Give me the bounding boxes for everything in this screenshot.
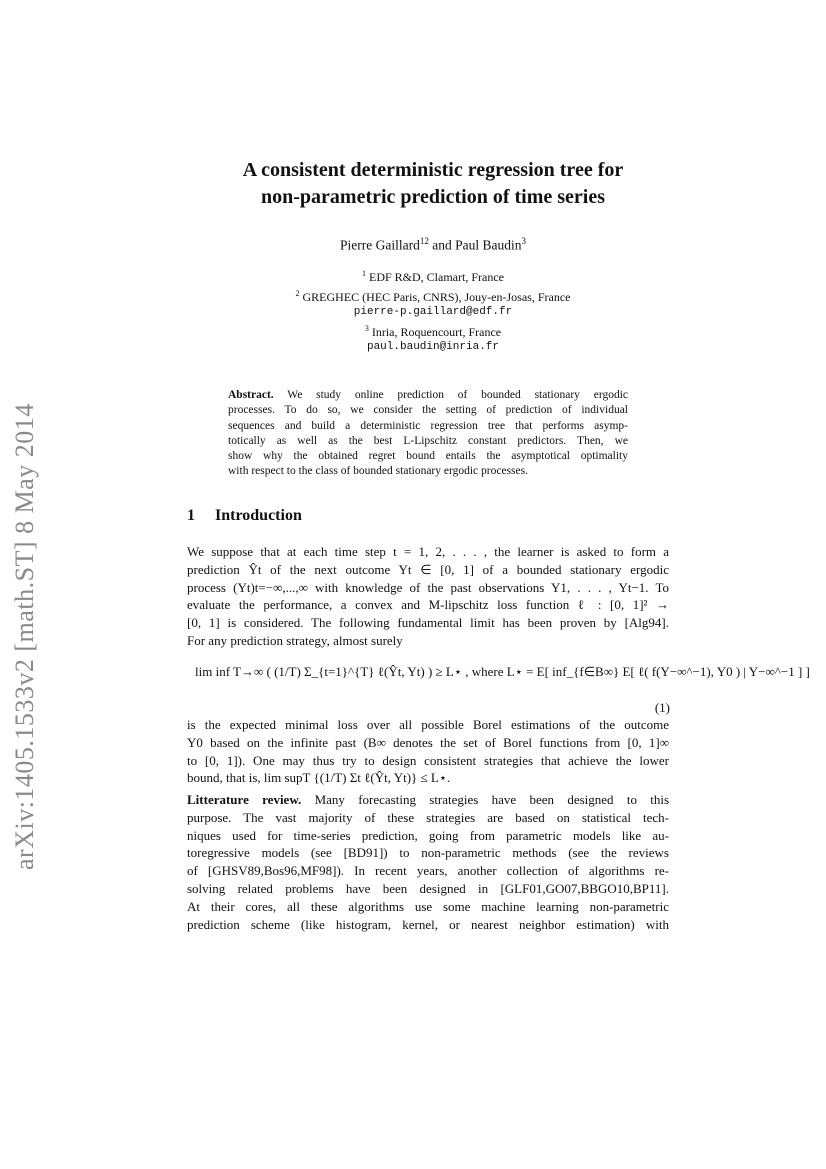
post-equation-paragraph <box>187 716 669 787</box>
text-line: purpose. The vast majority of these strategies are based on statistical tech- <box>187 809 669 825</box>
affiliation-mark: 2 <box>295 288 300 298</box>
section-number: 1 <box>187 507 195 524</box>
paragraph-text: Many forecasting strategies have been designed to this <box>314 792 670 807</box>
text-line: to [0, 1]). One may thus try to design consistent strategies that achieve the lower <box>187 752 669 768</box>
literature-review-paragraph <box>187 791 669 933</box>
affiliation-line <box>120 286 746 306</box>
author-conjunction: and <box>432 237 452 253</box>
intro-paragraph <box>187 543 669 650</box>
author-name: Paul Baudin <box>455 237 522 253</box>
text-line: is the expected minimal loss over all possible Borel estimations of the outcome <box>187 717 669 732</box>
author-affiliation-marks: 3 <box>521 236 526 246</box>
text-line: niques used for time-series prediction, going from parametric models like au- <box>187 827 669 843</box>
affiliation-mark: 1 <box>362 269 366 278</box>
text-line: We suppose that at each time step t = 1, 2, . . . , the learner is asked to form a <box>187 544 669 559</box>
abstract <box>228 388 628 480</box>
text-line: process (Yt)t=−∞,...,∞ with knowledge of the past observations Y1, . . . , Yt−1. To <box>187 579 669 595</box>
arxiv-identifier: arXiv:1405.1533v2 [math.ST] 8 May 2014 <box>10 403 39 870</box>
equation-1 <box>190 656 810 715</box>
affiliation-text: Inria, Roquencourt, France <box>371 324 502 339</box>
text-line: Y0 based on the infinite past (B∞ denotes the set of Borel functions from [0, 1]∞ <box>187 734 669 750</box>
equation-number: (1) <box>654 700 670 715</box>
text-line: evaluate the performance, a convex and M-lipschitz loss function ℓ : [0, 1]² → <box>187 597 669 613</box>
abstract-label: Abstract. <box>228 389 274 401</box>
abstract-text: We study online prediction of bounded stationary ergodic <box>287 389 628 401</box>
affiliation-mark: 3 <box>364 323 369 333</box>
abstract-line <box>228 388 628 403</box>
affiliation-text: EDF R&D, Clamart, France <box>369 270 504 284</box>
text-line: prediction Ŷt of the next outcome Yt ∈ [0, 1] of a bounded stationary ergodic <box>187 561 669 577</box>
author-name: Pierre Gaillard <box>340 237 420 253</box>
title-line-1: A consistent deterministic regression tree for <box>242 159 624 181</box>
abstract-line: with respect to the class of bounded stationary ergodic processes. <box>228 465 528 478</box>
text-line <box>187 791 669 809</box>
title-line-2: non-parametric prediction of time series <box>261 186 605 208</box>
affiliations <box>120 266 746 356</box>
text-line: [0, 1] is considered. The following fundamental limit has been proven by [Alg94]. <box>187 615 669 631</box>
text-line: solving related problems have been designed in [GLF01,GO07,BBGO10,BP11]. <box>187 880 669 896</box>
author-affiliation-marks: 12 <box>419 236 429 246</box>
affiliation-text: GREGHEC (HEC Paris, CNRS), Jouy-en-Josas, France <box>302 289 571 304</box>
section-title: Introduction <box>215 507 302 524</box>
paper-title <box>120 157 746 211</box>
text-line: prediction scheme (like histogram, kernel, or nearest neighbor estimation) with <box>187 916 669 932</box>
abstract-line: processes. To do so, we consider the setting of prediction of individual <box>228 404 628 417</box>
text-line: For any prediction strategy, almost surely <box>187 632 403 648</box>
affiliation-line <box>120 266 746 286</box>
abstract-line: sequences and build a deterministic regression tree that performs asymp- <box>228 419 628 432</box>
text-line: of [GHSV89,Bos96,MF98]). In recent years, another collection of algorithms re- <box>187 863 669 879</box>
text-line: bound, that is, lim supT {(1/T) Σt ℓ(Ŷt, Yt)} ≤ L⋆. <box>187 770 451 786</box>
abstract-line: show why the obtained regret bound entails the asymptotical optimality <box>228 450 628 463</box>
section-heading <box>187 507 302 525</box>
affiliation-line <box>120 321 746 341</box>
text-line: toregressive models (see [BD91]) to non-parametric methods (see the reviews <box>187 845 669 861</box>
author-list <box>120 236 746 254</box>
abstract-line: totically as well as the best L-Lipschitz constant predictors. Then, we <box>228 434 628 447</box>
paragraph-label: Litterature review. <box>187 792 302 807</box>
text-line: At their cores, all these algorithms use some machine learning non-parametric <box>187 898 669 914</box>
author-email: pierre-p.gaillard@edf.fr <box>353 306 513 318</box>
equation-body: lim inf T→∞ ( (1/T) Σ_{t=1}^{T} ℓ(Ŷt, Yt) ) ≥ L⋆ , where L⋆ = E[ inf_{f∈B∞} E[ ℓ( f(Y−∞^−1), Y0 ) | Y−∞^−1 ] ] <box>195 664 810 679</box>
author-email: paul.baudin@inria.fr <box>366 341 500 353</box>
